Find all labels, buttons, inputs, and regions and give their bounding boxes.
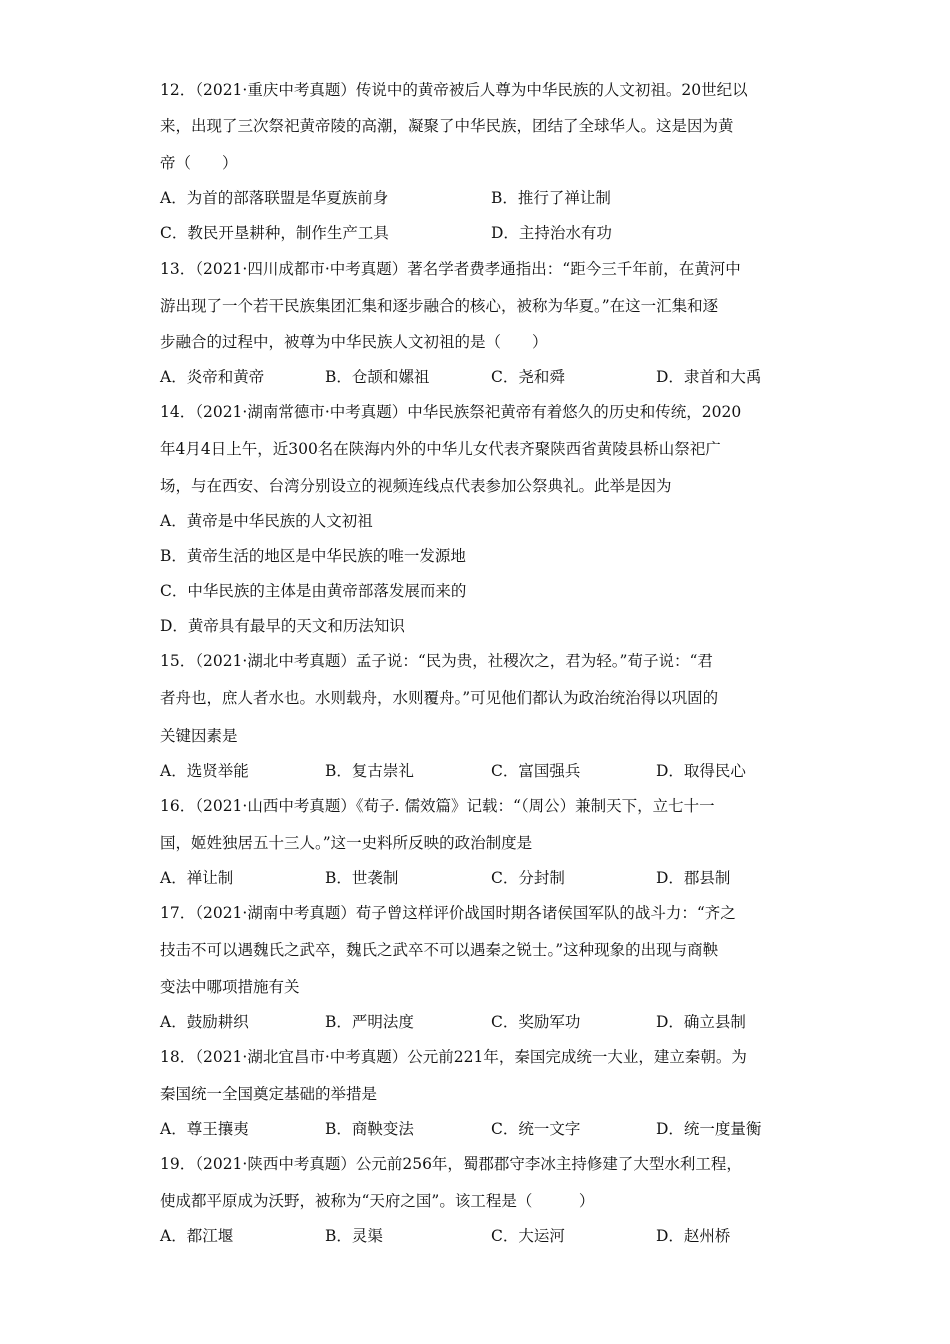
question-text-line: 秦国统一全国奠定基础的举措是 xyxy=(160,1085,378,1103)
option-a[interactable]: A．选贤举能 xyxy=(160,762,249,780)
option-d[interactable]: D．隶首和大禹 xyxy=(656,368,762,386)
option-c[interactable]: C．尧和舜 xyxy=(491,368,565,386)
question-text-line: 变法中哪项措施有关 xyxy=(160,978,300,996)
option-c[interactable]: C．大运河 xyxy=(491,1227,565,1245)
option-b[interactable]: B．世袭制 xyxy=(325,869,399,887)
question-text-line: 15．（2021·湖北中考真题）孟子说：“民为贵，社稷次之，君为轻。”荀子说：“君 xyxy=(160,652,713,670)
question-text-line: 帝（ ） xyxy=(160,154,238,172)
question-text-line: 游出现了一个若干民族集团汇集和逐步融合的核心，被称为华夏。”在这一汇集和逐 xyxy=(160,297,719,315)
option-d[interactable]: D．主持治水有功 xyxy=(491,224,612,242)
option-c[interactable]: C．统一文字 xyxy=(491,1120,581,1138)
option-b[interactable]: B．严明法度 xyxy=(325,1013,414,1031)
option-c[interactable]: C．中华民族的主体是由黄帝部落发展而来的 xyxy=(160,582,467,600)
option-d[interactable]: D．赵州桥 xyxy=(656,1227,731,1245)
option-b[interactable]: B．灵渠 xyxy=(325,1227,383,1245)
option-c[interactable]: C．富国强兵 xyxy=(491,762,581,780)
question-text-line: 年4月4日上午，近300名在陕海内外的中华儿女代表齐聚陕西省黄陵县桥山祭祀广 xyxy=(160,440,721,458)
option-d[interactable]: D．郡县制 xyxy=(656,869,731,887)
option-d[interactable]: D．取得民心 xyxy=(656,762,746,780)
question-text-line: 国，姬姓独居五十三人。”这一史料所反映的政治制度是 xyxy=(160,834,533,852)
question-text-line: 17．（2021·湖南中考真题）荀子曾这样评价战国时期各诸侯国军队的战斗力：“齐之 xyxy=(160,904,736,922)
option-a[interactable]: A．都江堰 xyxy=(160,1227,234,1245)
option-b[interactable]: B．推行了禅让制 xyxy=(491,189,611,207)
question-text-line: 场，与在西安、台湾分别设立的视频连线点代表参加公祭典礼。此举是因为 xyxy=(160,477,672,495)
question-text-line: 16．（2021·山西中考真题）《荀子. 儒效篇》记载：“（周公）兼制天下，立七十一 xyxy=(160,797,715,815)
option-a[interactable]: A．禅让制 xyxy=(160,869,234,887)
option-c[interactable]: C．分封制 xyxy=(491,869,565,887)
question-text-line: 来，出现了三次祭祀黄帝陵的高潮，凝聚了中华民族，团结了全球华人。这是因为黄 xyxy=(160,117,734,135)
option-c[interactable]: C．奖励军功 xyxy=(491,1013,581,1031)
question-text-line: 14．（2021·湖南常德市·中考真题）中华民族祭祀黄帝有着悠久的历史和传统，2020 xyxy=(160,403,742,421)
option-b[interactable]: B．商鞅变法 xyxy=(325,1120,414,1138)
question-text-line: 12．（2021·重庆中考真题）传说中的黄帝被后人尊为中华民族的人文初祖。20世纪以 xyxy=(160,81,748,99)
option-a[interactable]: A．为首的部落联盟是华夏族前身 xyxy=(160,189,389,207)
question-text-line: 者舟也，庶人者水也。水则载舟，水则覆舟。”可见他们都认为政治统治得以巩固的 xyxy=(160,689,719,707)
option-d[interactable]: D．黄帝具有最早的天文和历法知识 xyxy=(160,617,405,635)
question-text-line: 使成都平原成为沃野，被称为“天府之国”。该工程是（ ） xyxy=(160,1192,595,1210)
option-a[interactable]: A．鼓励耕织 xyxy=(160,1013,249,1031)
question-text-line: 关键因素是 xyxy=(160,727,238,745)
option-c[interactable]: C．教民开垦耕种，制作生产工具 xyxy=(160,224,389,242)
option-d[interactable]: D．确立县制 xyxy=(656,1013,746,1031)
question-text-line: 19．（2021·陕西中考真题）公元前256年，蜀郡郡守李冰主持修建了大型水利工程， xyxy=(160,1155,742,1173)
option-d[interactable]: D．统一度量衡 xyxy=(656,1120,762,1138)
question-text-line: 13．（2021·四川成都市·中考真题）著名学者费孝通指出：“距今三千年前，在黄河中 xyxy=(160,260,741,278)
question-text-line: 步融合的过程中，被尊为中华民族人文初祖的是（ ） xyxy=(160,333,548,351)
option-b[interactable]: B．仓颉和嫘祖 xyxy=(325,368,430,386)
option-a[interactable]: A．黄帝是中华民族的人文初祖 xyxy=(160,512,373,530)
option-b[interactable]: B．复古崇礼 xyxy=(325,762,414,780)
question-text-line: 技击不可以遇魏氏之武卒，魏氏之武卒不可以遇秦之锐士。”这种现象的出现与商鞅 xyxy=(160,941,719,959)
question-text-line: 18．（2021·湖北宜昌市·中考真题）公元前221年，秦国完成统一大业，建立秦朝。为 xyxy=(160,1048,747,1066)
option-a[interactable]: A．尊王攘夷 xyxy=(160,1120,249,1138)
option-b[interactable]: B．黄帝生活的地区是中华民族的唯一发源地 xyxy=(160,547,466,565)
option-a[interactable]: A．炎帝和黄帝 xyxy=(160,368,265,386)
